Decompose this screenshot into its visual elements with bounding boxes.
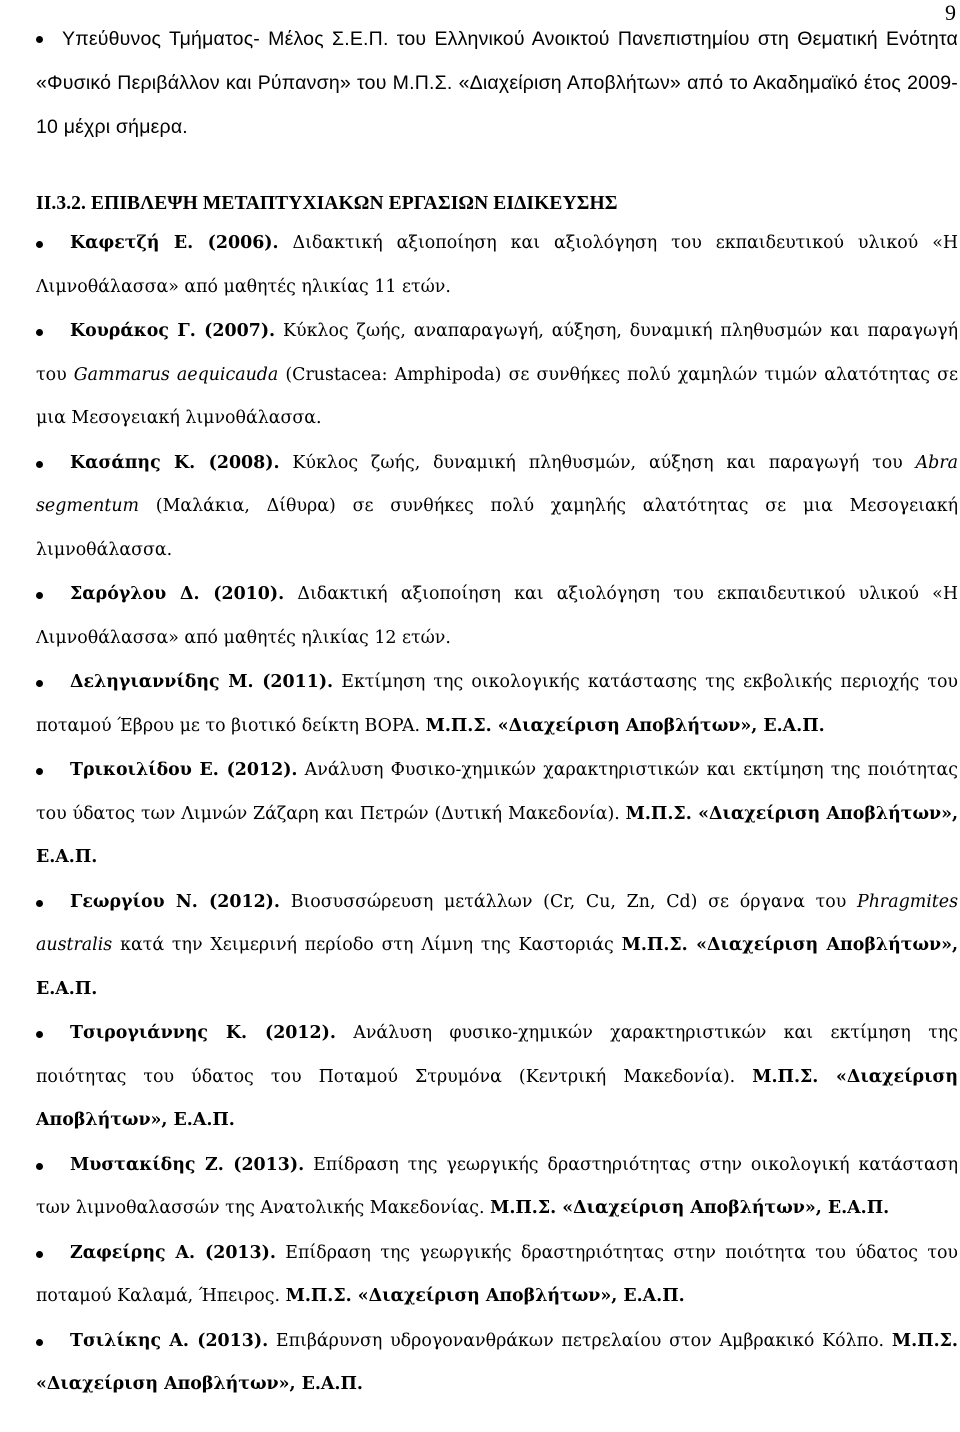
- thesis-list-item: [36, 749, 958, 880]
- section-heading: ΙΙ.3.2. ΕΠΙΒΛΕΨΗ ΜΕΤΑΠΤΥΧΙΑΚΩΝ ΕΡΓΑΣΙΩΝ ΕΙΔΙΚΕΥΣΗΣ: [36, 193, 618, 215]
- thesis-list-item: [36, 442, 958, 573]
- entry-title: Διδακτική αξιοποίηση και αξιολόγηση του εκπαιδευτικού υλικού «Η Λιμνοθάλασσα» από μαθητές ηλικίας 11 ετών.: [36, 233, 958, 297]
- species-name: Abra segmentum: [36, 452, 958, 517]
- thesis-list-item: [36, 1144, 958, 1231]
- entry-title: Επιβάρυνση υδρογονανθράκων πετρελαίου στον Αμβρακικό Κόλπο.: [268, 1330, 892, 1351]
- entry-title: Κύκλος ζωής, δυναμική πληθυσμών, αύξηση και παραγωγή του: [279, 452, 916, 473]
- thesis-list-item: [36, 1320, 958, 1407]
- entry-author: Γεωργίου Ν. (2012).: [70, 891, 280, 912]
- document-body: [36, 18, 958, 1408]
- entry-title-cont: (Μαλάκια, Δίθυρα) σε συνθήκες πολύ χαμηλής αλατότητας σε μια Μεσογειακή λιμνοθάλασσα.: [36, 496, 958, 560]
- entry-author: Τρικοιλίδου Ε. (2012).: [70, 760, 298, 781]
- intro-text: Υπεύθυνος Τμήματος- Μέλος Σ.Ε.Π. του Ελληνικού Ανοικτού Πανεπιστημίου στη Θεματική Ενότητα «Φυσικό Περιβάλλον και Ρύπανση» του Μ.Π.Σ. «Διαχείριση Αποβλήτων» από το Ακαδημαϊκό έτος 2009-10 μέχρι σήμερα.: [36, 28, 958, 138]
- thesis-list-item: [36, 222, 958, 309]
- species-name: Gammarus aequicauda: [73, 364, 279, 385]
- entry-author: Μυστακίδης Ζ. (2013).: [70, 1154, 305, 1175]
- entry-title: Επίδραση της γεωργικής δραστηριότητας στην ποιότητα του ύδατος του ποταμού Καλαμά, Ήπειρος.: [36, 1242, 958, 1307]
- entry-program: Μ.Π.Σ. «Διαχείριση Αποβλήτων», Ε.Α.Π.: [490, 1198, 890, 1219]
- entry-program: Μ.Π.Σ. «Διαχείριση Αποβλήτων», Ε.Α.Π.: [425, 715, 825, 736]
- thesis-list-item: [36, 881, 958, 1012]
- entry-program: Μ.Π.Σ. «Διαχείριση Αποβλήτων», Ε.Α.Π.: [36, 1066, 958, 1131]
- entry-author: Ζαφείρης Α. (2013).: [70, 1242, 276, 1263]
- entry-title: Βιοσυσσώρευση μετάλλων (Cr, Cu, Zn, Cd) σε όργανα του: [279, 891, 858, 912]
- entry-author: Δεληγιαννίδης Μ. (2011).: [70, 672, 334, 693]
- entry-title-cont: κατά την Χειμερινή περίοδο στη Λίμνη της Καστοριάς: [112, 935, 622, 956]
- page-number: 9: [945, 0, 956, 25]
- entry-author: Τσιλίκης Α. (2013).: [70, 1330, 269, 1351]
- intro-list-item: [36, 18, 958, 149]
- thesis-list-item: [36, 310, 958, 441]
- entry-program: Μ.Π.Σ. «Διαχείριση Αποβλήτων», Ε.Α.Π.: [36, 935, 959, 999]
- thesis-list-item: [36, 661, 958, 748]
- entry-author: Τσιρογιάννης Κ. (2012).: [70, 1023, 336, 1044]
- entry-title: Ανάλυση Φυσικο-χημικών χαρακτηριστικών και εκτίμηση της ποιότητας του ύδατος των Λιμνών Ζάζαρη και Πετρών (Δυτική Μακεδονία).: [36, 760, 958, 824]
- species-name: Phragmites australis: [36, 891, 958, 956]
- entry-program: Μ.Π.Σ. «Διαχείριση Αποβλήτων», Ε.Α.Π.: [36, 1330, 958, 1395]
- entry-title: Εκτίμηση της οικολογικής κατάστασης της εκβολικής περιοχής του ποταμού Έβρου με το βιοτικό δείκτη BOPA.: [36, 672, 958, 736]
- thesis-list-item: [36, 1012, 958, 1143]
- entry-program: Μ.Π.Σ. «Διαχείριση Αποβλήτων», Ε.Α.Π.: [285, 1286, 685, 1307]
- entry-title-cont: (Crustacea: Amphipoda) σε συνθήκες πολύ χαμηλών τιμών αλατότητας σε μια Μεσογειακή λιμνοθάλασσα.: [36, 364, 958, 429]
- entry-program: Μ.Π.Σ. «Διαχείριση Αποβλήτων», Ε.Α.Π.: [36, 803, 958, 868]
- entry-author: Κασάπης Κ. (2008).: [70, 452, 280, 473]
- entry-title: Ανάλυση φυσικο-χημικών χαρακτηριστικών και εκτίμηση της ποιότητας του ύδατος του Ποταμού Στρυμόνα (Κεντρική Μακεδονία).: [36, 1023, 958, 1087]
- entry-title: Κύκλος ζωής, αναπαραγωγή, αύξηση, δυναμική πληθυσμών και παραγωγή του: [36, 321, 959, 385]
- entry-author: Καφετζή Ε. (2006).: [70, 233, 279, 254]
- thesis-list-item: [36, 573, 958, 660]
- entry-author: Σαρόγλου Δ. (2010).: [70, 584, 285, 605]
- entry-title: Διδακτική αξιοποίηση και αξιολόγηση του εκπαιδευτικού υλικού «Η Λιμνοθάλασσα» από μαθητές ηλικίας 12 ετών.: [36, 584, 958, 648]
- entry-author: Κουράκος Γ. (2007).: [70, 321, 276, 342]
- entry-title: Επίδραση της γεωργικής δραστηριότητας στην οικολογική κατάσταση των λιμνοθαλασσών της Ανατολικής Μακεδονίας.: [36, 1154, 959, 1219]
- thesis-list-item: [36, 1232, 958, 1319]
